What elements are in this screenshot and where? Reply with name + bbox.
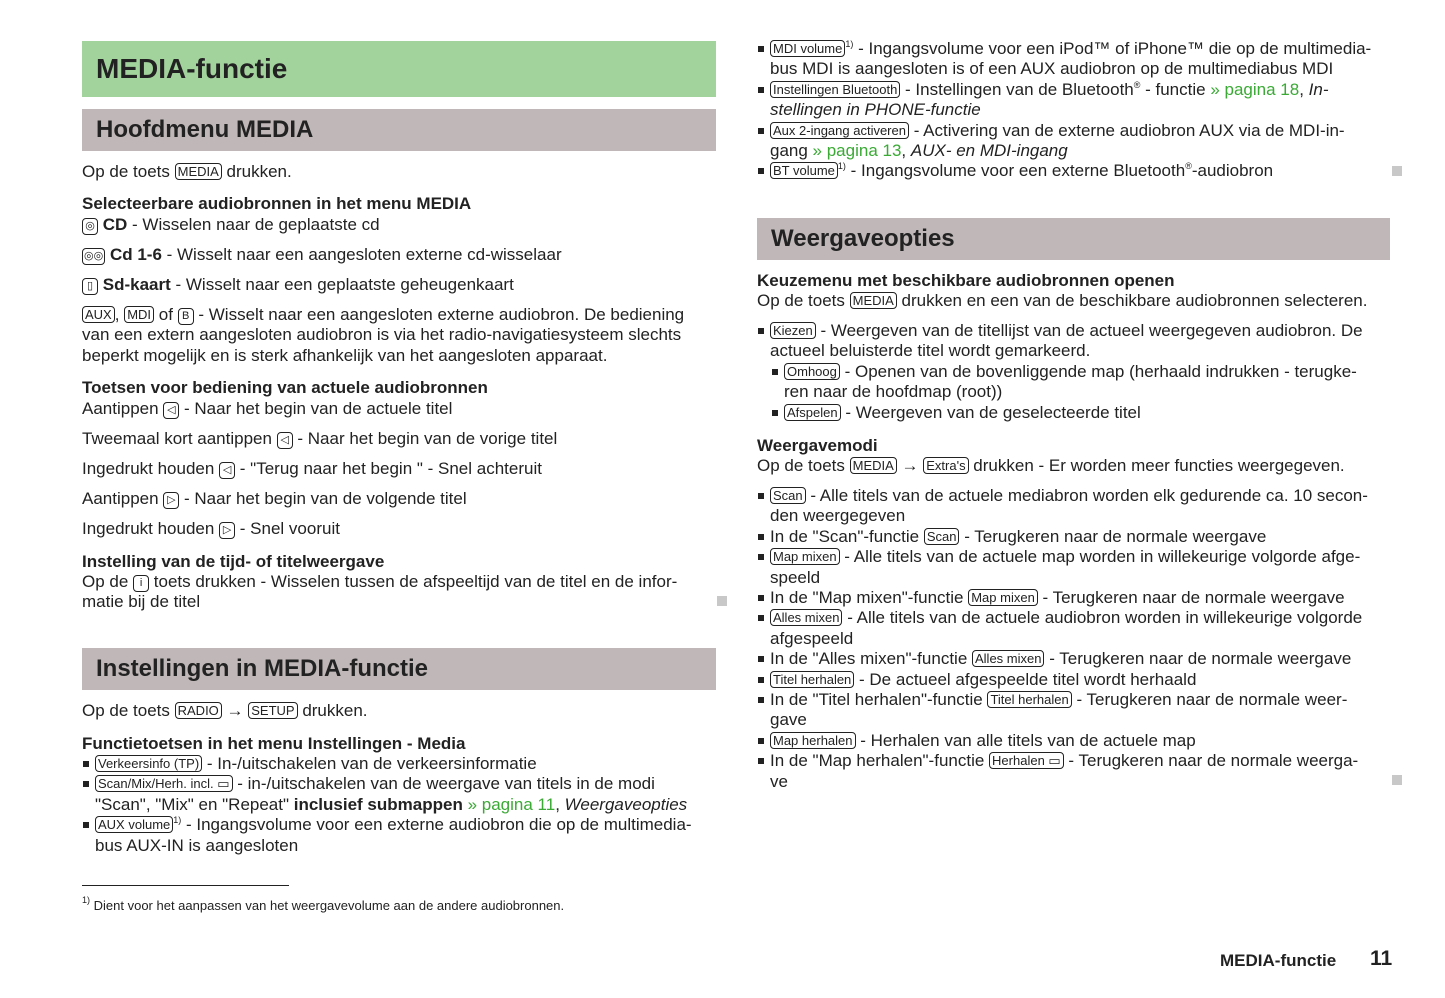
bullet-icon xyxy=(758,168,764,174)
text: den weergegeven xyxy=(770,506,906,526)
footnote-rule xyxy=(82,885,289,886)
bold-text: inclusief submappen xyxy=(293,794,463,814)
page-link[interactable]: » pagina 18 xyxy=(1210,79,1300,99)
superscript: 1) xyxy=(82,895,91,905)
text: , xyxy=(555,794,565,814)
list-item xyxy=(757,731,1368,751)
text: drukken en een van de beschikbare audiobronnen selecteren. xyxy=(896,291,1368,310)
bullet-icon xyxy=(83,781,89,787)
section-end-marker xyxy=(717,596,727,606)
text: - Naar het begin van de vorige titel xyxy=(292,429,558,448)
text: - Openen van de bovenliggende map (herhaald indrukken - terugke- xyxy=(839,361,1357,381)
text: → xyxy=(896,456,924,475)
bullet-icon xyxy=(758,46,764,52)
text: - Naar het begin van de actuele titel xyxy=(179,399,453,418)
text: - Wisselt naar een aangesloten externe cd-wisselaar xyxy=(161,245,562,264)
text: - Wisselt naar een aangesloten externe audiobron. De bediening xyxy=(193,305,685,324)
superscript: 1) xyxy=(845,39,854,49)
italic-text: AUX- en MDI-ingang xyxy=(910,141,1068,161)
bluetooth-icon: B xyxy=(178,308,194,325)
key-label: Map mixen xyxy=(968,589,1038,606)
time-display-paragraph xyxy=(82,572,677,613)
bold-text: Sd-kaart xyxy=(102,275,171,294)
list-item xyxy=(757,161,1371,181)
bullet-icon xyxy=(772,369,778,375)
text: - Instellingen van de Bluetooth xyxy=(900,79,1134,99)
list-item xyxy=(757,649,1368,669)
text: speeld xyxy=(770,567,821,587)
text: , xyxy=(114,305,125,324)
text: drukken. xyxy=(221,162,292,181)
footnote xyxy=(82,895,565,913)
text: toets drukken - Wisselen tussen de afspeeltijd van de titel en de infor- xyxy=(149,572,678,591)
previous-icon: ◁ xyxy=(277,432,293,449)
list-item xyxy=(757,80,1371,121)
control-line xyxy=(82,489,467,509)
text: - functie xyxy=(1140,79,1211,99)
key-label: Alles mixen xyxy=(770,609,842,626)
bullet-icon xyxy=(758,554,764,560)
subheading-audio-sources: Selecteerbare audiobronnen in het menu MEDIA xyxy=(82,194,472,213)
text: - Ingangsvolume voor een externe audiobron die op de multimedia- xyxy=(181,815,692,835)
key-label: Titel herhalen xyxy=(770,671,854,688)
next-icon: ▷ xyxy=(163,492,179,509)
text: - in-/uitschakelen van de weergave van titels in de modi xyxy=(232,774,655,794)
list-item xyxy=(757,321,1363,362)
key-label: Scan xyxy=(770,487,806,504)
key-label: Map herhalen xyxy=(770,732,856,749)
footer-chapter: MEDIA-functie xyxy=(1220,951,1337,970)
superscript: 1) xyxy=(173,815,182,826)
bullet-icon xyxy=(758,328,764,334)
key-label: AUX volume xyxy=(95,816,173,833)
key-label: Verkeersinfo (TP) xyxy=(95,755,202,772)
page-link[interactable]: » pagina 13 xyxy=(812,141,902,161)
bullet-icon xyxy=(758,697,764,703)
bullet-icon xyxy=(772,410,778,416)
section-heading-instellingen xyxy=(82,648,716,690)
key-label: MDI xyxy=(124,306,154,323)
page-number: 11 xyxy=(1370,947,1393,970)
text: - In-/uitschakelen van de verkeersinformatie xyxy=(202,754,537,773)
text: van een extern aangesloten audiobron is via het radio-navigatiesysteem slechts xyxy=(82,325,682,345)
text: - Herhalen van alle titels van de actuele map xyxy=(855,730,1196,750)
text: drukken. xyxy=(297,701,368,720)
list-item xyxy=(757,403,1363,423)
text: In de "Alles mixen"-functie xyxy=(770,649,972,669)
section-heading-text: Instellingen in MEDIA-functie xyxy=(96,655,429,682)
text: → xyxy=(221,701,249,720)
text: - Terugkeren naar de normale weerga- xyxy=(1063,751,1359,771)
text: - Wisselen naar de geplaatste cd xyxy=(127,215,380,234)
italic-text: In- xyxy=(1308,79,1329,99)
list-item xyxy=(757,547,1368,588)
text: - Activering van de externe audiobron AUX via de MDI-in- xyxy=(908,120,1345,140)
bullet-icon xyxy=(758,758,764,764)
key-label: Omhoog xyxy=(784,363,840,380)
text: Aantippen xyxy=(82,399,164,418)
superscript: ® xyxy=(1133,79,1141,90)
key-label: MEDIA xyxy=(850,457,897,474)
subheading-time-display: Instelling van de tijd- of titelweergave xyxy=(82,552,385,571)
list-item xyxy=(757,588,1368,608)
paragraph-media-key xyxy=(82,162,292,182)
selection-menu-paragraph xyxy=(757,291,1367,311)
section-heading-hoofdmenu xyxy=(82,109,716,151)
text: afgespeeld xyxy=(770,628,854,648)
text: Op de xyxy=(82,572,134,591)
source-cd-changer xyxy=(82,245,562,265)
section-end-marker xyxy=(1392,775,1402,785)
text: drukken - Er worden meer functies weergegeven. xyxy=(968,456,1345,475)
control-line xyxy=(82,519,340,539)
list-item xyxy=(757,608,1368,649)
text: In de "Scan"-functie xyxy=(770,526,924,546)
next-icon: ▷ xyxy=(219,522,235,539)
text: , xyxy=(901,141,911,161)
list-item xyxy=(757,527,1368,547)
text: - Alle titels van de actuele map worden in willekeurige volgorde afge- xyxy=(839,547,1361,567)
text: Aantippen xyxy=(82,489,164,508)
list-item xyxy=(757,670,1368,690)
text: -audiobron xyxy=(1191,161,1274,181)
bold-text: Cd 1-6 xyxy=(109,245,162,264)
text: beperkt mogelijk en is sterk afhankelijk van het aangesloten apparaat. xyxy=(82,345,608,365)
key-label: MDI volume xyxy=(770,40,845,57)
list-item xyxy=(757,362,1363,403)
text: - Ingangsvolume voor een iPod™ of iPhone™ die op de multimedia- xyxy=(853,39,1372,58)
text: - Alle titels van de actuele mediabron worden elk gedurende ca. 10 secon- xyxy=(805,486,1368,505)
bold-text: CD xyxy=(102,215,128,234)
key-label: Aux 2-ingang activeren xyxy=(770,122,909,139)
bullet-icon xyxy=(758,738,764,744)
list-item xyxy=(82,774,692,815)
key-label: Scan/Mix/Herh. incl. ▭ xyxy=(95,775,233,792)
text: - Wisselt naar een geplaatste geheugenkaart xyxy=(170,275,514,294)
text: - Ingangsvolume voor een externe Bluetooth xyxy=(845,161,1186,181)
source-cd xyxy=(82,215,380,235)
sd-card-icon: ▯ xyxy=(82,278,98,295)
text: - De actueel afgespeelde titel wordt herhaald xyxy=(854,669,1197,689)
text: - Terugkeren naar de normale weergave xyxy=(959,526,1267,546)
text: In de "Map herhalen"-functie xyxy=(770,751,990,771)
source-external xyxy=(82,305,684,366)
text: - Naar het begin van de volgende titel xyxy=(179,489,467,508)
previous-icon: ◁ xyxy=(163,402,179,419)
section-end-marker xyxy=(1392,166,1402,176)
text: Ingedrukt houden xyxy=(82,459,220,478)
control-line xyxy=(82,459,542,479)
text: Op de toets xyxy=(757,291,850,310)
text: gave xyxy=(770,710,807,730)
text: - Snel vooruit xyxy=(235,519,340,538)
text: In de "Titel herhalen"-functie xyxy=(770,690,988,710)
subheading-playback-modes: Weergavemodi xyxy=(757,436,878,455)
key-label: AUX xyxy=(82,306,115,323)
bullet-icon xyxy=(758,128,764,134)
section-heading-text: Hoofdmenu MEDIA xyxy=(96,116,314,143)
key-label: Alles mixen xyxy=(972,650,1044,667)
text: ve xyxy=(770,771,788,791)
superscript: ® xyxy=(1185,161,1192,172)
text: gang xyxy=(770,141,813,161)
text: - Alle titels van de actuele audiobron worden in willekeurige volgorde xyxy=(842,608,1363,628)
subheading-function-keys: Functietoetsen in het menu Instellingen - Media xyxy=(82,734,466,753)
text: - Terugkeren naar de normale weergave xyxy=(1044,649,1352,669)
text: Op de toets xyxy=(757,456,850,475)
chapter-title xyxy=(82,41,716,97)
text: Op de toets xyxy=(82,162,175,181)
key-label: BT volume xyxy=(770,162,838,179)
italic-text: Weergaveopties xyxy=(564,794,688,814)
cd-icon: ◎ xyxy=(82,218,98,235)
text: ren naar de hoofdmap (root)) xyxy=(784,382,1003,402)
key-label: MEDIA xyxy=(175,163,222,180)
bullet-icon xyxy=(758,615,764,621)
control-line xyxy=(82,399,452,419)
key-label: Instellingen Bluetooth xyxy=(770,81,900,98)
text: Tweemaal kort aantippen xyxy=(82,429,277,448)
list-item xyxy=(757,690,1368,731)
key-label: Map mixen xyxy=(770,548,840,565)
text: Ingedrukt houden xyxy=(82,519,220,538)
cd-changer-icon: ◎◎ xyxy=(82,248,105,265)
key-label: MEDIA xyxy=(850,292,897,309)
list-item xyxy=(757,39,1371,80)
list-item xyxy=(757,751,1368,792)
playback-modes-paragraph xyxy=(757,456,1345,476)
bullet-icon xyxy=(758,595,764,601)
page-link[interactable]: » pagina 11 xyxy=(467,794,556,814)
source-sd-card xyxy=(82,275,514,295)
section-heading-weergaveopties xyxy=(757,218,1390,260)
control-line xyxy=(82,429,557,449)
key-label: Extra's xyxy=(923,457,968,474)
superscript: 1) xyxy=(837,161,846,172)
text: , xyxy=(1299,79,1309,99)
text: - Weergeven van de geselecteerde titel xyxy=(840,402,1141,422)
text: - Terugkeren naar de normale weer- xyxy=(1071,690,1348,710)
text: - "Terug naar het begin " - Snel achteruit xyxy=(235,459,542,478)
selection-menu-list xyxy=(757,321,1363,423)
text: actueel beluisterde titel wordt gemarkeerd. xyxy=(770,341,1091,361)
bullet-icon xyxy=(758,677,764,683)
chapter-title-text: MEDIA-functie xyxy=(96,53,288,84)
subheading-control-keys: Toetsen voor bediening van actuele audiobronnen xyxy=(82,378,488,397)
bullet-icon xyxy=(83,822,89,828)
list-item xyxy=(757,121,1371,162)
text: - Weergeven van de titellijst van de actueel weergegeven audiobron. De xyxy=(815,321,1363,340)
text: bus MDI is aangesloten is of een AUX audiobron op de multimediabus MDI xyxy=(770,59,1334,79)
key-label: RADIO xyxy=(175,702,222,719)
italic-text: stellingen in PHONE-functie xyxy=(770,100,981,120)
text: - Terugkeren naar de normale weergave xyxy=(1037,588,1345,608)
list-item xyxy=(82,754,692,774)
key-label: Titel herhalen xyxy=(987,691,1071,708)
key-label: SETUP xyxy=(248,702,297,719)
bullet-icon xyxy=(758,87,764,93)
key-label: Kiezen xyxy=(770,322,816,339)
previous-icon: ◁ xyxy=(219,462,235,479)
info-icon: i xyxy=(133,575,149,592)
text: Op de toets xyxy=(82,701,175,720)
volume-settings-list xyxy=(757,39,1371,182)
list-item xyxy=(757,486,1368,527)
bullet-icon xyxy=(83,761,89,767)
text: matie bij de titel xyxy=(82,592,201,612)
text: In de "Map mixen"-functie xyxy=(770,588,969,608)
section-heading-text: Weergaveopties xyxy=(771,225,955,252)
key-label: Scan xyxy=(924,528,960,545)
bullet-icon xyxy=(758,493,764,499)
playback-modes-list xyxy=(757,486,1368,792)
bullet-icon xyxy=(758,656,764,662)
key-label: Herhalen ▭ xyxy=(989,752,1064,769)
function-keys-list xyxy=(82,754,692,856)
text: Dient voor het aanpassen van het weergavevolume aan de andere audiobronnen. xyxy=(90,898,565,913)
list-item xyxy=(82,815,692,856)
text: bus AUX-IN is aangesloten xyxy=(95,835,299,855)
bullet-icon xyxy=(758,534,764,540)
text: "Scan", "Mix" en "Repeat" xyxy=(95,794,294,814)
paragraph-setup-key xyxy=(82,701,368,721)
text: of xyxy=(154,305,178,324)
subheading-selection-menu: Keuzemenu met beschikbare audiobronnen openen xyxy=(757,271,1175,290)
key-label: Afspelen xyxy=(784,404,841,421)
